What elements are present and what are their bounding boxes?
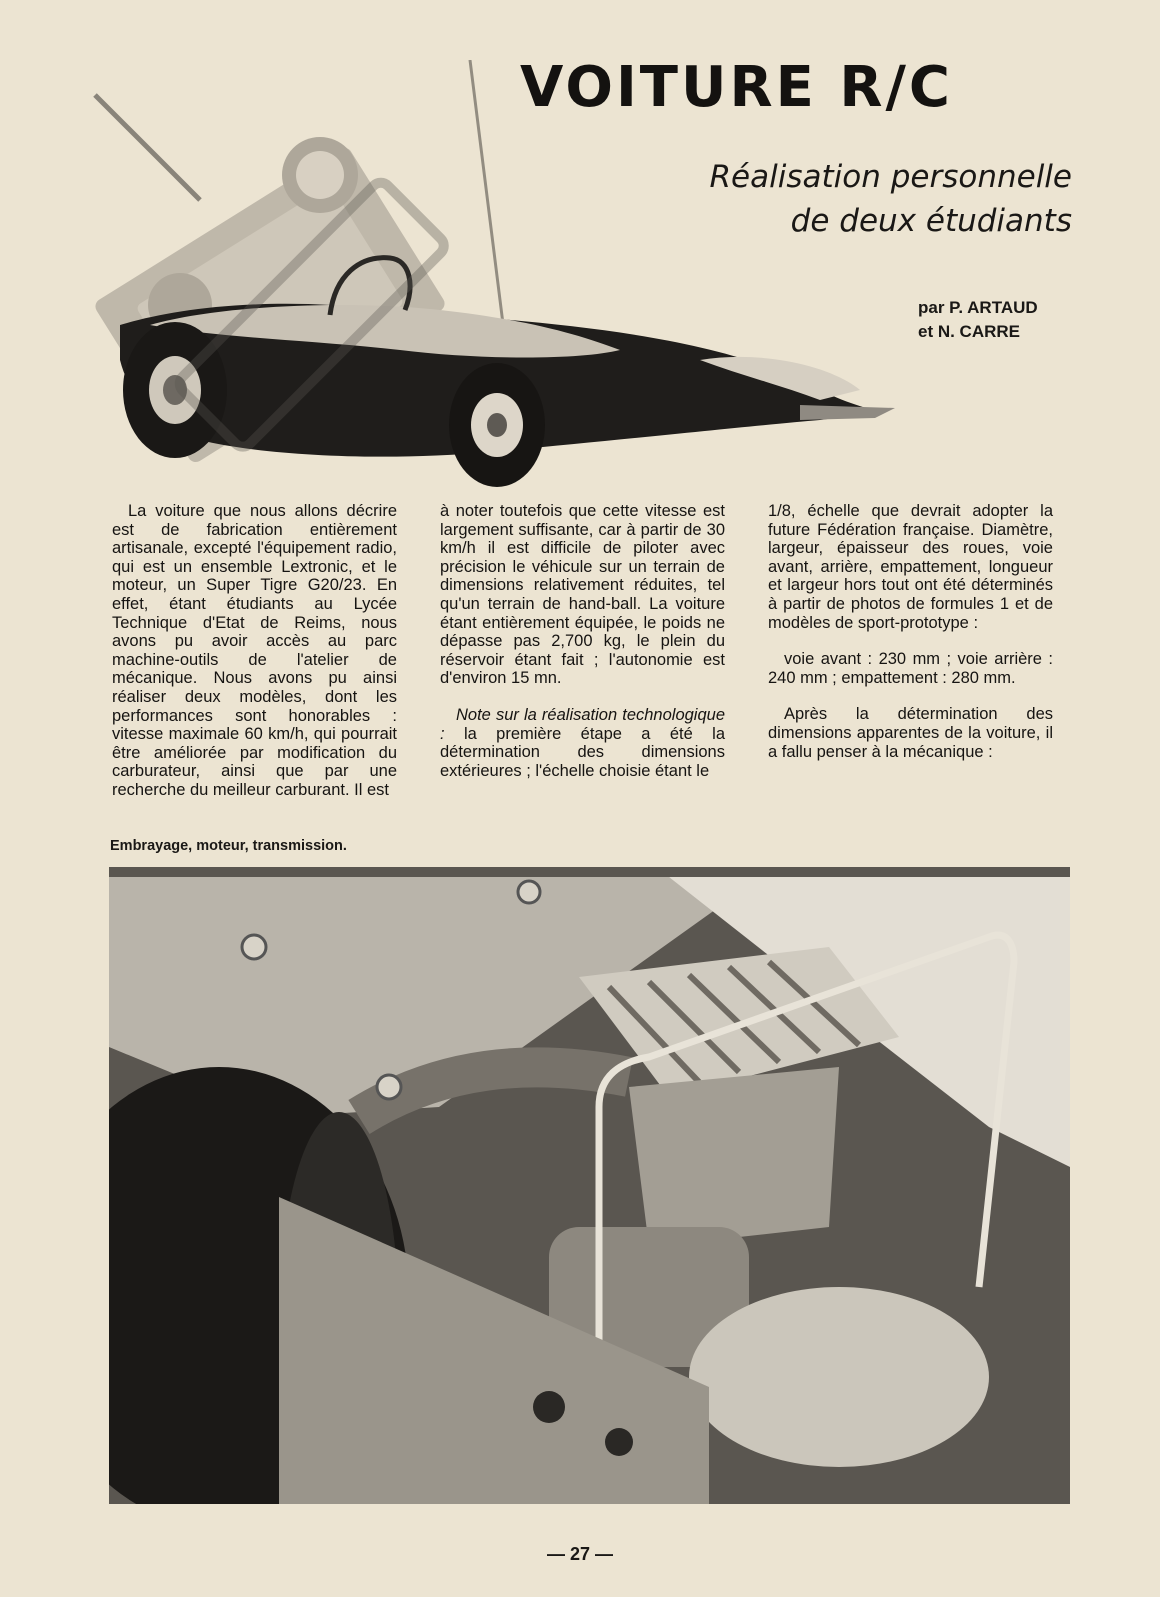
page-number: — 27 — [546,1544,614,1564]
text-column-2 [440,502,725,780]
article-subtitle [572,155,1072,243]
paragraph: Après la détermination des dimensions apparentes de la voiture, il a fallu penser à la mécanique : [768,705,1053,761]
byline-line-2: et N. CARRE [918,322,1021,341]
paragraph: La voiture que nous allons décrire est de fabrication entièrement artisanale, excepté l'équipement radio, qui est un ensemble Lextronic, et le moteur, un Super Tigre G20/23. En effet, étant étudiants au Lycée Technique d'Etat de Reims, nous avons pu avoir accès au parc machine-outils de l'atelier de mécanique. Nous avons pu ainsi réaliser deux modèles, dont les performances sont honorables : vitesse maximale 60 km/h, qui pourrait être améliorée par modification du carburateur, ainsi que par une recherche du meilleur carburant. Il est [112,502,397,799]
paragraph: à noter toutefois que cette vitesse est largement suffisante, car à partir de 30 km/h il est difficile de piloter avec précision le véhicule sur un terrain de dimensions relativement réduites, tel qu'un terrain de hand-ball. La voiture étant entièrement équipée, le poids ne dépasse pas 2,700 kg, le plein du réservoir étant fait ; l'autonomie est d'environ 15 mn. [440,502,725,688]
note-heading: Note sur la réalisation technologique : [440,705,725,743]
text-column-3 [768,502,1053,761]
paragraph-dimensions: voie avant : 230 mm ; voie arrière : 240 mm ; empattement : 280 mm. [768,650,1053,687]
rc-car-photo [60,60,910,500]
byline-line-1: par P. ARTAUD [918,298,1038,317]
text-column-1 [112,502,397,800]
subtitle-line-2: de deux étudiants [790,203,1072,239]
paragraph: 1/8, échelle que devrait adopter la future Fédération française. Diamètre, largeur, épaisseur des roues, voie avant, arrière, empattement, longueur et largeur hors tout ont été déterminés à partir de photos de formules 1 et de modèles de sport-prototype : [768,502,1053,632]
paragraph-technology-note [440,706,725,780]
subtitle-line-1: Réalisation personnelle [709,159,1072,195]
author-byline [918,296,1078,344]
article-title: VOITURE R/C [520,55,954,120]
photo-caption: Embrayage, moteur, transmission. [110,838,347,854]
note-body: la première étape a été la détermination des dimensions extérieures ; l'échelle choisie étant le [440,724,725,780]
engine-transmission-photo [109,867,1070,1504]
